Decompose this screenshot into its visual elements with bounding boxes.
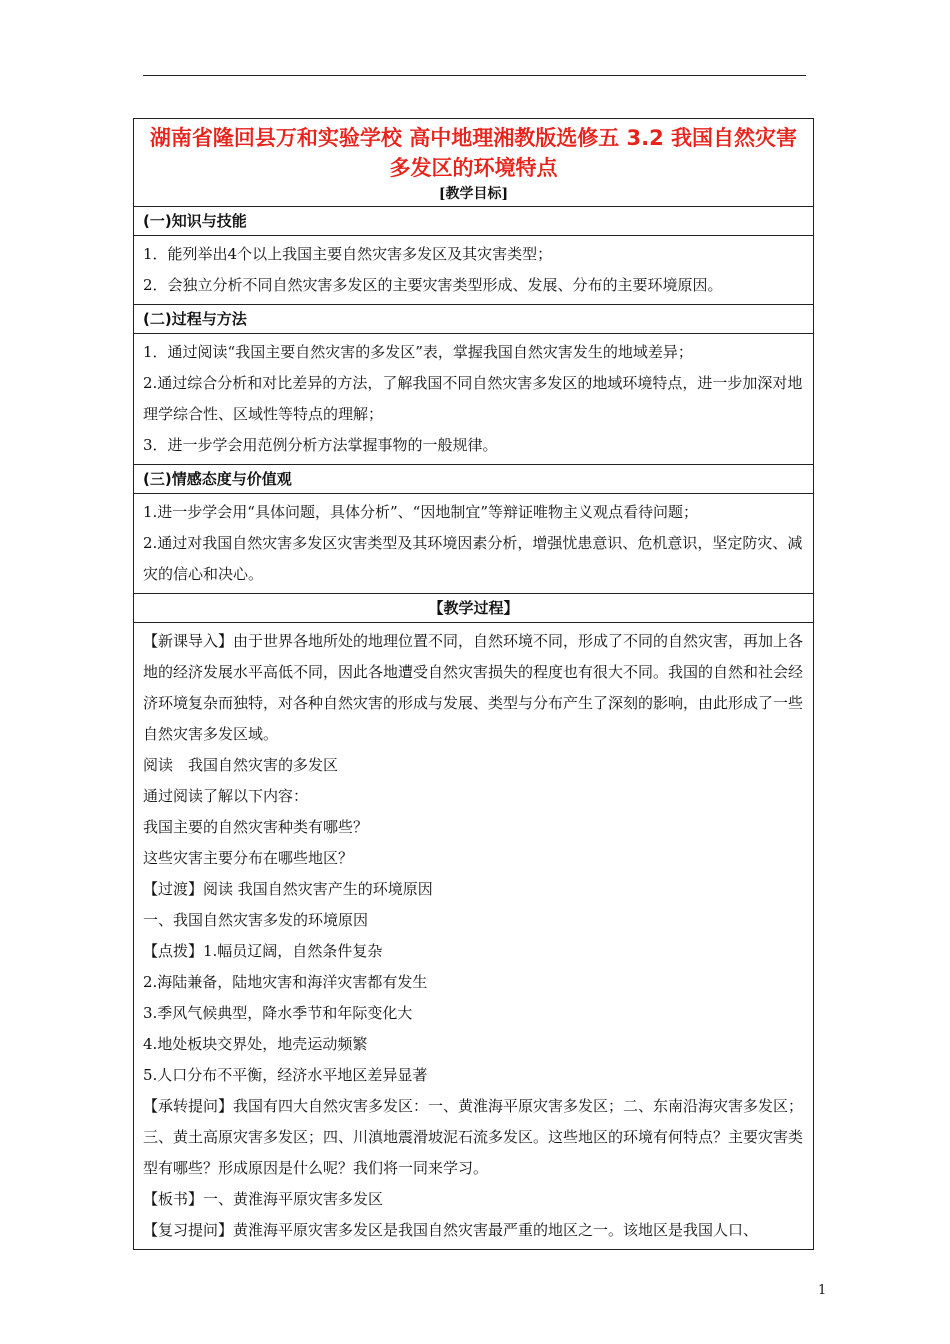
process-line: 4.地处板块交界处，地壳运动频繁 [143, 1035, 368, 1053]
section-heading-knowledge: (一)知识与技能 [134, 207, 814, 236]
section-line: 1．能列举出4个以上我国主要自然灾害多发区及其灾害类型； [143, 245, 553, 263]
process-line: 【新课导入】由于世界各地所处的地理位置不同，自然环境不同，形成了不同的自然灾害，再加上各地的经济发展水平高低不同，因此各地遭受自然灾害损失的程度也有很大不同。我国的自然和社会经济环境复杂而独特，对各种自然灾害的形成与发展、类型与分布产生了深刻的影响，由此形成了一些自然灾害多发区域。 [143, 632, 804, 743]
section-heading-attitude: (三)情感态度与价值观 [134, 465, 814, 494]
title-cell [134, 119, 814, 207]
section-body-process [134, 334, 814, 465]
teaching-process-heading: 【教学过程】 [134, 594, 814, 623]
teaching-goals-label: [教学目标] [438, 186, 509, 202]
section-body-attitude [134, 494, 814, 594]
section-line: 2.通过对我国自然灾害多发区灾害类型及其环境因素分析，增强忧患意识、危机意识，坚定防灾、减灾的信心和决心。 [143, 534, 803, 583]
section-line: 2.通过综合分析和对比差异的方法，了解我国不同自然灾害多发区的地域环境特点，进一步加深对地理学综合性、区域性等特点的理解； [143, 374, 803, 423]
section-line: 2．会独立分析不同自然灾害多发区的主要灾害类型形成、发展、分布的主要环境原因。 [143, 276, 723, 294]
section-heading-process: (二)过程与方法 [134, 305, 814, 334]
section-line: 1.进一步学会用“具体问题，具体分析”、“因地制宜”等辩证唯物主义观点看待问题； [143, 503, 698, 521]
process-line: 这些灾害主要分布在哪些地区？ [143, 849, 354, 867]
document-title: 湖南省隆回县万和实验学校 高中地理湘教版选修五 3.2 我国自然灾害多发区的环境特点 [149, 126, 798, 180]
lesson-plan-table [133, 118, 814, 1250]
process-line: 5.人口分布不平衡，经济水平地区差异显著 [143, 1066, 428, 1084]
section-line: 1．通过阅读“我国主要自然灾害的多发区”表，掌握我国自然灾害发生的地域差异； [143, 343, 693, 361]
section-line: 3．进一步学会用范例分析方法掌握事物的一般规律。 [143, 436, 498, 454]
process-line: 3.季风气候典型，降水季节和年际变化大 [143, 1004, 413, 1022]
process-line: 【板书】一、黄淮海平原灾害多发区 [143, 1190, 384, 1208]
process-line: 【点拨】1.幅员辽阔，自然条件复杂 [143, 942, 383, 960]
process-line: 【承转提问】我国有四大自然灾害多发区：一、黄淮海平原灾害多发区；二、东南沿海灾害多发区；三、黄土高原灾害多发区；四、川滇地震滑坡泥石流多发区。这些地区的环境有何特点？主要灾害类型有哪些？形成原因是什么呢？我们将一同来学习。 [143, 1097, 804, 1177]
header-rule [143, 75, 806, 76]
section-body-knowledge [134, 236, 814, 305]
process-line: 通过阅读了解以下内容： [143, 787, 309, 805]
process-line: 【过渡】阅读 我国自然灾害产生的环境原因 [143, 880, 433, 898]
teaching-process-body [134, 623, 814, 1250]
process-line: 一、我国自然灾害多发的环境原因 [143, 911, 369, 929]
process-line: 我国主要的自然灾害种类有哪些？ [143, 818, 369, 836]
process-line: 【复习提问】黄淮海平原灾害多发区是我国自然灾害最严重的地区之一。该地区是我国人口、 [143, 1221, 759, 1239]
process-line: 阅读 我国自然灾害的多发区 [143, 756, 339, 774]
page-number: 1 [818, 1283, 827, 1298]
process-line: 2.海陆兼备，陆地灾害和海洋灾害都有发生 [143, 973, 428, 991]
